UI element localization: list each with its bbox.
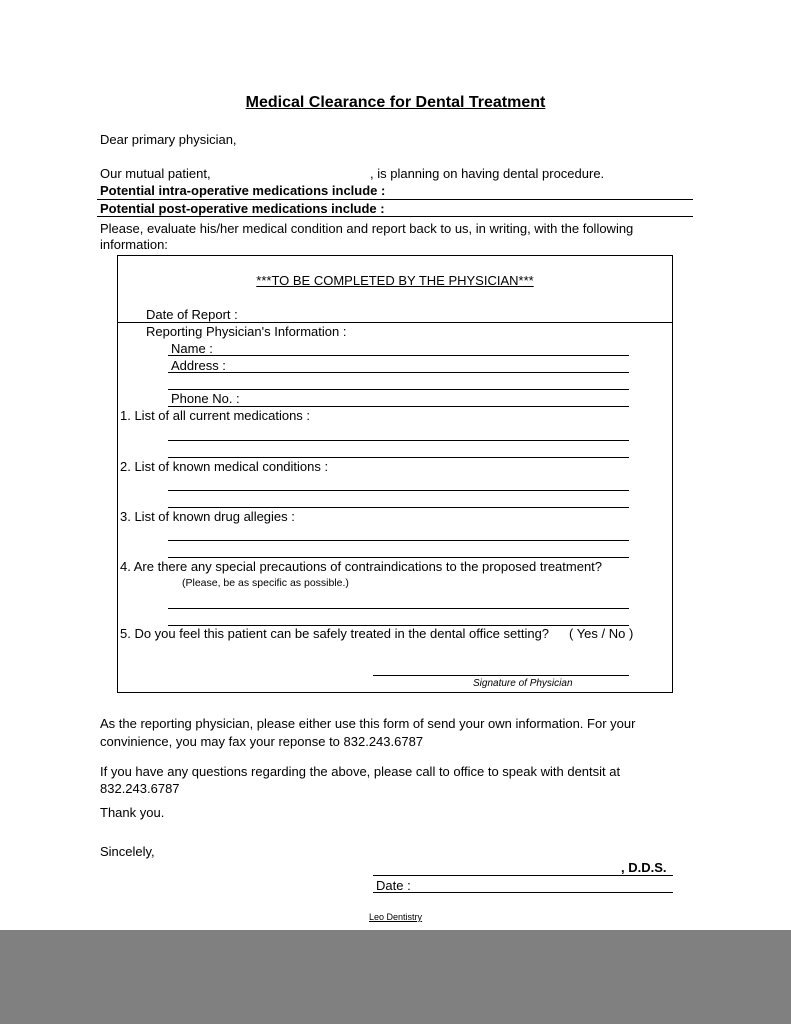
address-field-line1[interactable] xyxy=(168,372,629,373)
date-of-report-label: Date of Report : xyxy=(146,307,238,322)
question-1-line1[interactable] xyxy=(168,440,629,441)
patient-name-field[interactable] xyxy=(214,166,368,182)
reporting-info-label: Reporting Physician's Information : xyxy=(146,324,347,339)
post-op-label: Potential post-operative medications include : xyxy=(100,201,385,216)
greeting: Dear primary physician, xyxy=(100,132,237,147)
physician-box-header: ***TO BE COMPLETED BY THE PHYSICIAN*** xyxy=(256,273,534,288)
question-2-line2[interactable] xyxy=(168,507,629,508)
practice-name: Leo Dentistry xyxy=(368,912,423,922)
phone-field[interactable] xyxy=(168,406,629,407)
physician-signature-line[interactable] xyxy=(373,675,629,676)
patient-line-suffix: , is planning on having dental procedure. xyxy=(370,166,605,181)
patient-line-prefix: Our mutual patient, xyxy=(100,166,211,181)
question-3: 3. List of known drug allegies : xyxy=(120,509,295,524)
intra-op-label: Potential intra-operative medications include : xyxy=(100,183,386,198)
question-5: 5. Do you feel this patient can be safely treated in the dental office setting? xyxy=(120,626,550,641)
question-4-note: (Please, be as specific as possible.) xyxy=(182,577,349,589)
closing-para2-line1: If you have any questions regarding the above, please call to office to speak with dentsit at xyxy=(100,764,621,779)
date-of-report-field[interactable] xyxy=(246,306,666,322)
question-4-line1[interactable] xyxy=(168,608,629,609)
question-2: 2. List of known medical conditions : xyxy=(120,459,329,474)
closing-para1-line1: As the reporting physician, please either use this form of send your own information. For your xyxy=(100,716,636,731)
date-label: Date : xyxy=(376,878,411,893)
evaluate-text-line1: Please, evaluate his/her medical condition and report back to us, in writing, with the following xyxy=(100,221,634,236)
thank-you: Thank you. xyxy=(100,805,165,820)
dentist-signature-line[interactable] xyxy=(373,875,673,876)
question-1: 1. List of all current medications : xyxy=(120,408,311,423)
address-field-line2[interactable] xyxy=(168,389,629,390)
name-label: Name : xyxy=(171,341,213,356)
name-field[interactable] xyxy=(168,355,629,356)
evaluate-text-line2: information: xyxy=(100,237,168,252)
post-op-line[interactable] xyxy=(97,216,693,217)
dds-label: , D.D.S. xyxy=(621,860,667,875)
signoff: Sincelely, xyxy=(100,844,155,859)
date-field[interactable] xyxy=(373,892,673,893)
question-1-line2[interactable] xyxy=(168,457,629,458)
address-label: Address : xyxy=(171,358,226,373)
closing-para2-line2: 832.243.6787 xyxy=(100,781,180,796)
question-5-options[interactable]: ( Yes / No ) xyxy=(569,626,634,641)
intra-op-line[interactable] xyxy=(97,199,693,200)
page-title: Medical Clearance for Dental Treatment xyxy=(245,94,546,111)
question-2-line1[interactable] xyxy=(168,490,629,491)
gray-overlay xyxy=(0,930,791,1024)
closing-para1-line2: convinience, you may fax your reponse to 832.243.6787 xyxy=(100,734,424,749)
phone-label: Phone No. : xyxy=(171,391,240,406)
signature-caption: Signature of Physician xyxy=(473,678,573,689)
question-3-line1[interactable] xyxy=(168,540,629,541)
question-3-line2[interactable] xyxy=(168,557,629,558)
question-4: 4. Are there any special precautions of contraindications to the proposed treatment? xyxy=(120,559,603,574)
